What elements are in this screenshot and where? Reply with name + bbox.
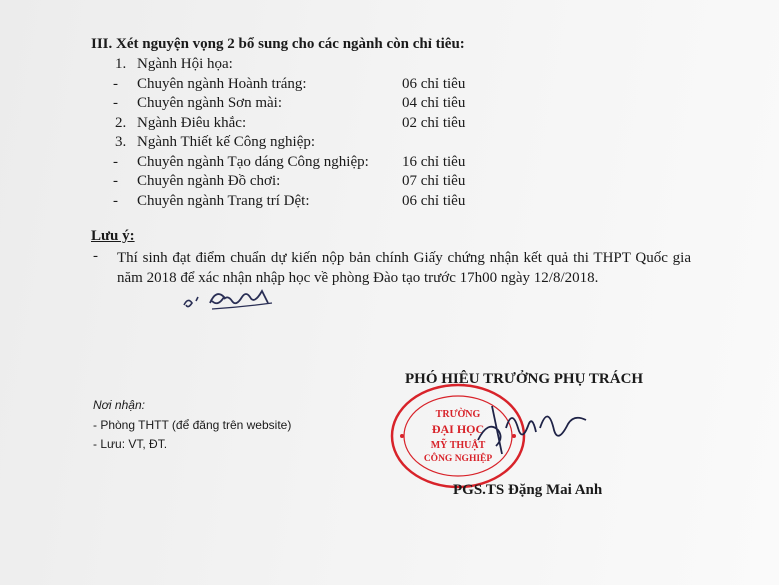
major-name: Chuyên ngành Đồ chơi: <box>137 173 281 189</box>
note-title: Lưu ý: <box>91 228 135 244</box>
signer-name: PGS.TS Đặng Mai Anh <box>453 482 603 498</box>
row-number: 1. <box>115 56 127 72</box>
section-heading: III. Xét nguyện vọng 2 bổ sung cho các ngành còn chỉ tiêu: <box>91 36 465 52</box>
major-name: Chuyên ngành Tạo dáng Công nghiệp: <box>137 153 369 170</box>
stamp-line-2: ĐẠI HỌC <box>431 422 485 436</box>
major-name: Ngành Điêu khắc: <box>137 114 247 131</box>
row-bullet: - <box>113 95 118 111</box>
major-quota: 16 chỉ tiêu <box>402 153 466 170</box>
stamp-line-4: CÔNG NGHIỆP <box>423 454 493 464</box>
major-quota: 04 chỉ tiêu <box>402 95 466 111</box>
row-bullet: - <box>113 153 118 170</box>
handwritten-annotation <box>182 285 282 315</box>
stamp-line-1: TRƯỜNG <box>435 409 481 420</box>
signer-title: PHÓ HIỆU TRƯỞNG PHỤ TRÁCH <box>405 371 644 387</box>
note-text <box>117 248 691 288</box>
major-name: Chuyên ngành Sơn mài: <box>137 95 283 111</box>
major-name: Chuyên ngành Trang trí Dệt: <box>137 192 310 209</box>
major-quota: 07 chỉ tiêu <box>402 173 466 189</box>
major-name: Ngành Hội họa: <box>137 56 233 72</box>
major-quota: 02 chỉ tiêu <box>402 114 466 131</box>
row-number: 2. <box>115 114 127 131</box>
major-quota: 06 chỉ tiêu <box>402 75 466 92</box>
major-name: Ngành Thiết kế Công nghiệp: <box>137 134 316 150</box>
recipients-title: Nơi nhận: <box>93 398 145 412</box>
row-bullet: - <box>113 173 118 189</box>
recipient-item: - Lưu: VT, ĐT. <box>93 437 168 451</box>
row-bullet: - <box>113 192 118 209</box>
row-number: 3. <box>115 134 127 150</box>
major-name: Chuyên ngành Hoành tráng: <box>137 75 307 92</box>
major-quota: 06 chỉ tiêu <box>402 192 466 209</box>
signature-mark <box>470 398 590 458</box>
note-body: Thí sinh đạt điểm chuẩn dự kiến nộp bản chính Giấy chứng nhận kết quả thi THPT Quốc gia năm 2018 để xác nhận nhập học về phòng Đào tạo trước 17h00 ngày 12/8/2018. <box>117 250 691 286</box>
row-bullet: - <box>113 75 118 92</box>
recipient-item: - Phòng THTT (để đăng trên website) <box>93 418 292 432</box>
note-bullet: - <box>93 248 98 264</box>
stamp-line-3: MỸ THUẬT <box>430 440 486 451</box>
